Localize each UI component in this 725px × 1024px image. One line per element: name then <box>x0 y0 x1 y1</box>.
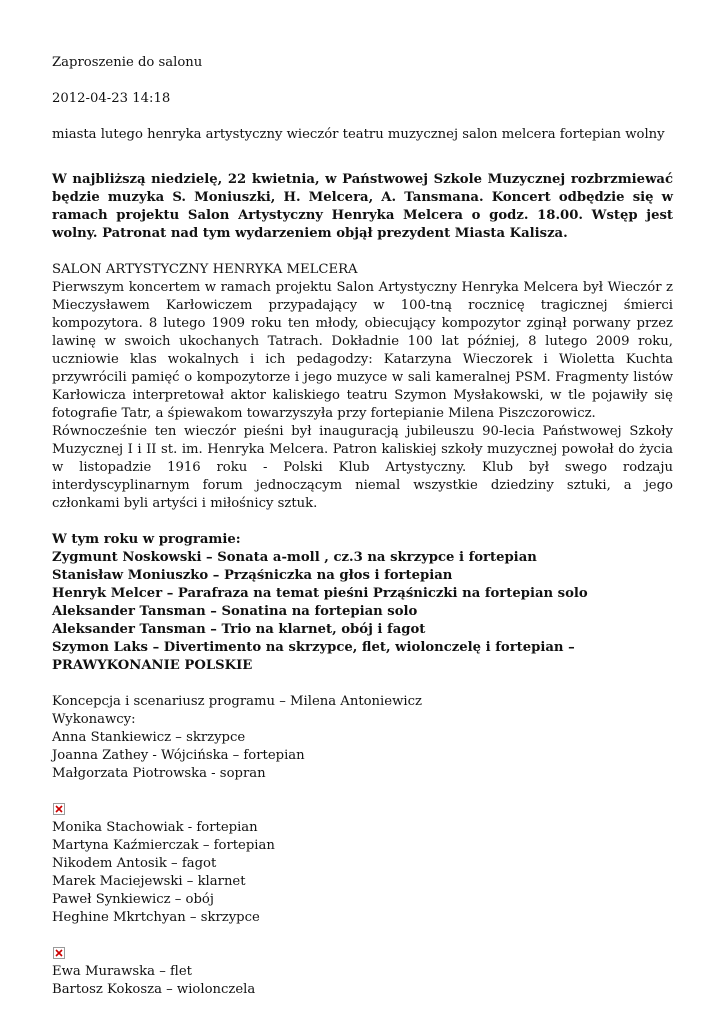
performer: Martyna Kaźmierczak – fortepian <box>52 838 275 853</box>
credits-block-2 <box>52 801 673 927</box>
program-item: Aleksander Tansman – Sonatina na fortepian solo <box>52 604 418 619</box>
credits-block-1 <box>52 693 673 783</box>
performer: Nikodem Antosik – fagot <box>52 856 217 871</box>
article-date: 2012-04-23 14:18 <box>52 91 171 106</box>
performer: Bartosz Kokosza – wiolonczela <box>52 982 256 997</box>
broken-image-icon <box>53 803 65 815</box>
program-list <box>52 531 673 675</box>
salon-heading: SALON ARTYSTYCZNY HENRYKA MELCERA <box>52 262 358 277</box>
program-heading: W tym roku w programie: <box>52 532 241 547</box>
program-item: Szymon Laks – Divertimento na skrzypce, flet, wiolonczelę i fortepian – PRAWYKONANIE POLSKIE <box>52 640 575 673</box>
performer: Joanna Zathey - Wójcińska – fortepian <box>52 748 305 763</box>
salon-paragraph-2: Równocześnie ten wieczór pieśni był inauguracją jubileuszu 90-lecia Państwowej Szkoły Muzycznej I i II st. im. Henryka Melcera. Patron kaliskiej szkoły muzycznej powołał do życia w listopadzie 1916 roku - Polski Klub Artystyczny. Klub był swego rodzaju interdyscyplinarnym forum jednoczącym niemal wszystkie dziedziny sztuki, a jego członkami byli artyści i miłośnicy sztuk. <box>52 424 673 511</box>
program-item: Henryk Melcer – Parafraza na temat pieśni Prząśniczki na fortepian solo <box>52 586 588 601</box>
performer: Małgorzata Piotrowska - sopran <box>52 766 266 781</box>
program-item: Zygmunt Noskowski – Sonata a-moll , cz.3 na skrzypce i fortepian <box>52 550 537 565</box>
performer: Anna Stankiewicz – skrzypce <box>52 730 246 745</box>
performers-label: Wykonawcy: <box>52 712 136 727</box>
performer: Marek Maciejewski – klarnet <box>52 874 246 889</box>
program-item: Stanisław Moniuszko – Prząśniczka na głos i fortepian <box>52 568 453 583</box>
lead-paragraph: W najbliższą niedzielę, 22 kwietnia, w Państwowej Szkole Muzycznej rozbrzmiewać będzie muzyka S. Moniuszki, H. Melcera, A. Tansmana. Koncert odbędzie się w ramach projektu Salon Artystyczny Henryka Melcera o godz. 18.00. Wstęp jest wolny. Patronat nad tym wydarzeniem objął prezydent Miasta Kalisza. <box>52 172 673 241</box>
performer: Paweł Synkiewicz – obój <box>52 892 214 907</box>
performer: Ewa Murawska – flet <box>52 964 192 979</box>
broken-image-icon <box>53 947 65 959</box>
program-item: Aleksander Tansman – Trio na klarnet, obój i fagot <box>52 622 426 637</box>
performer: Monika Stachowiak - fortepian <box>52 820 258 835</box>
article-tags: miasta lutego henryka artystyczny wieczór teatru muzycznej salon melcera fortepian wolny <box>52 127 665 142</box>
credits-block-3 <box>52 945 673 999</box>
article-title: Zaproszenie do salonu <box>52 55 203 70</box>
performer: Heghine Mkrtchyan – skrzypce <box>52 910 260 925</box>
concept-credit: Koncepcja i scenariusz programu – Milena Antoniewicz <box>52 694 422 709</box>
article <box>52 54 673 999</box>
salon-paragraph-1: Pierwszym koncertem w ramach projektu Salon Artystyczny Henryka Melcera był Wieczór z Mieczysławem Karłowiczem przypadający w 100-tną rocznicę tragicznej śmierci kompozytora. 8 lutego 1909 roku ten młody, obiecujący kompozytor zginął porwany przez lawinę w swoich ukochanych Tatrach. Dokładnie 100 lat później, 8 lutego 2009 roku, uczniowie klas wokalnych i ich pedagodzy: Katarzyna Wieczorek i Wioletta Kuchta przywrócili pamięć o kompozytorze i jego muzyce w sali kameralnej PSM. Fragmenty listów Karłowicza interpretował aktor kaliskiego teatru Szymon Mysłakowski, w tle pojawiły się fotografie Tatr, a śpiewakom towarzyszyła przy fortepianie Milena Piszczorowicz. <box>52 280 673 421</box>
